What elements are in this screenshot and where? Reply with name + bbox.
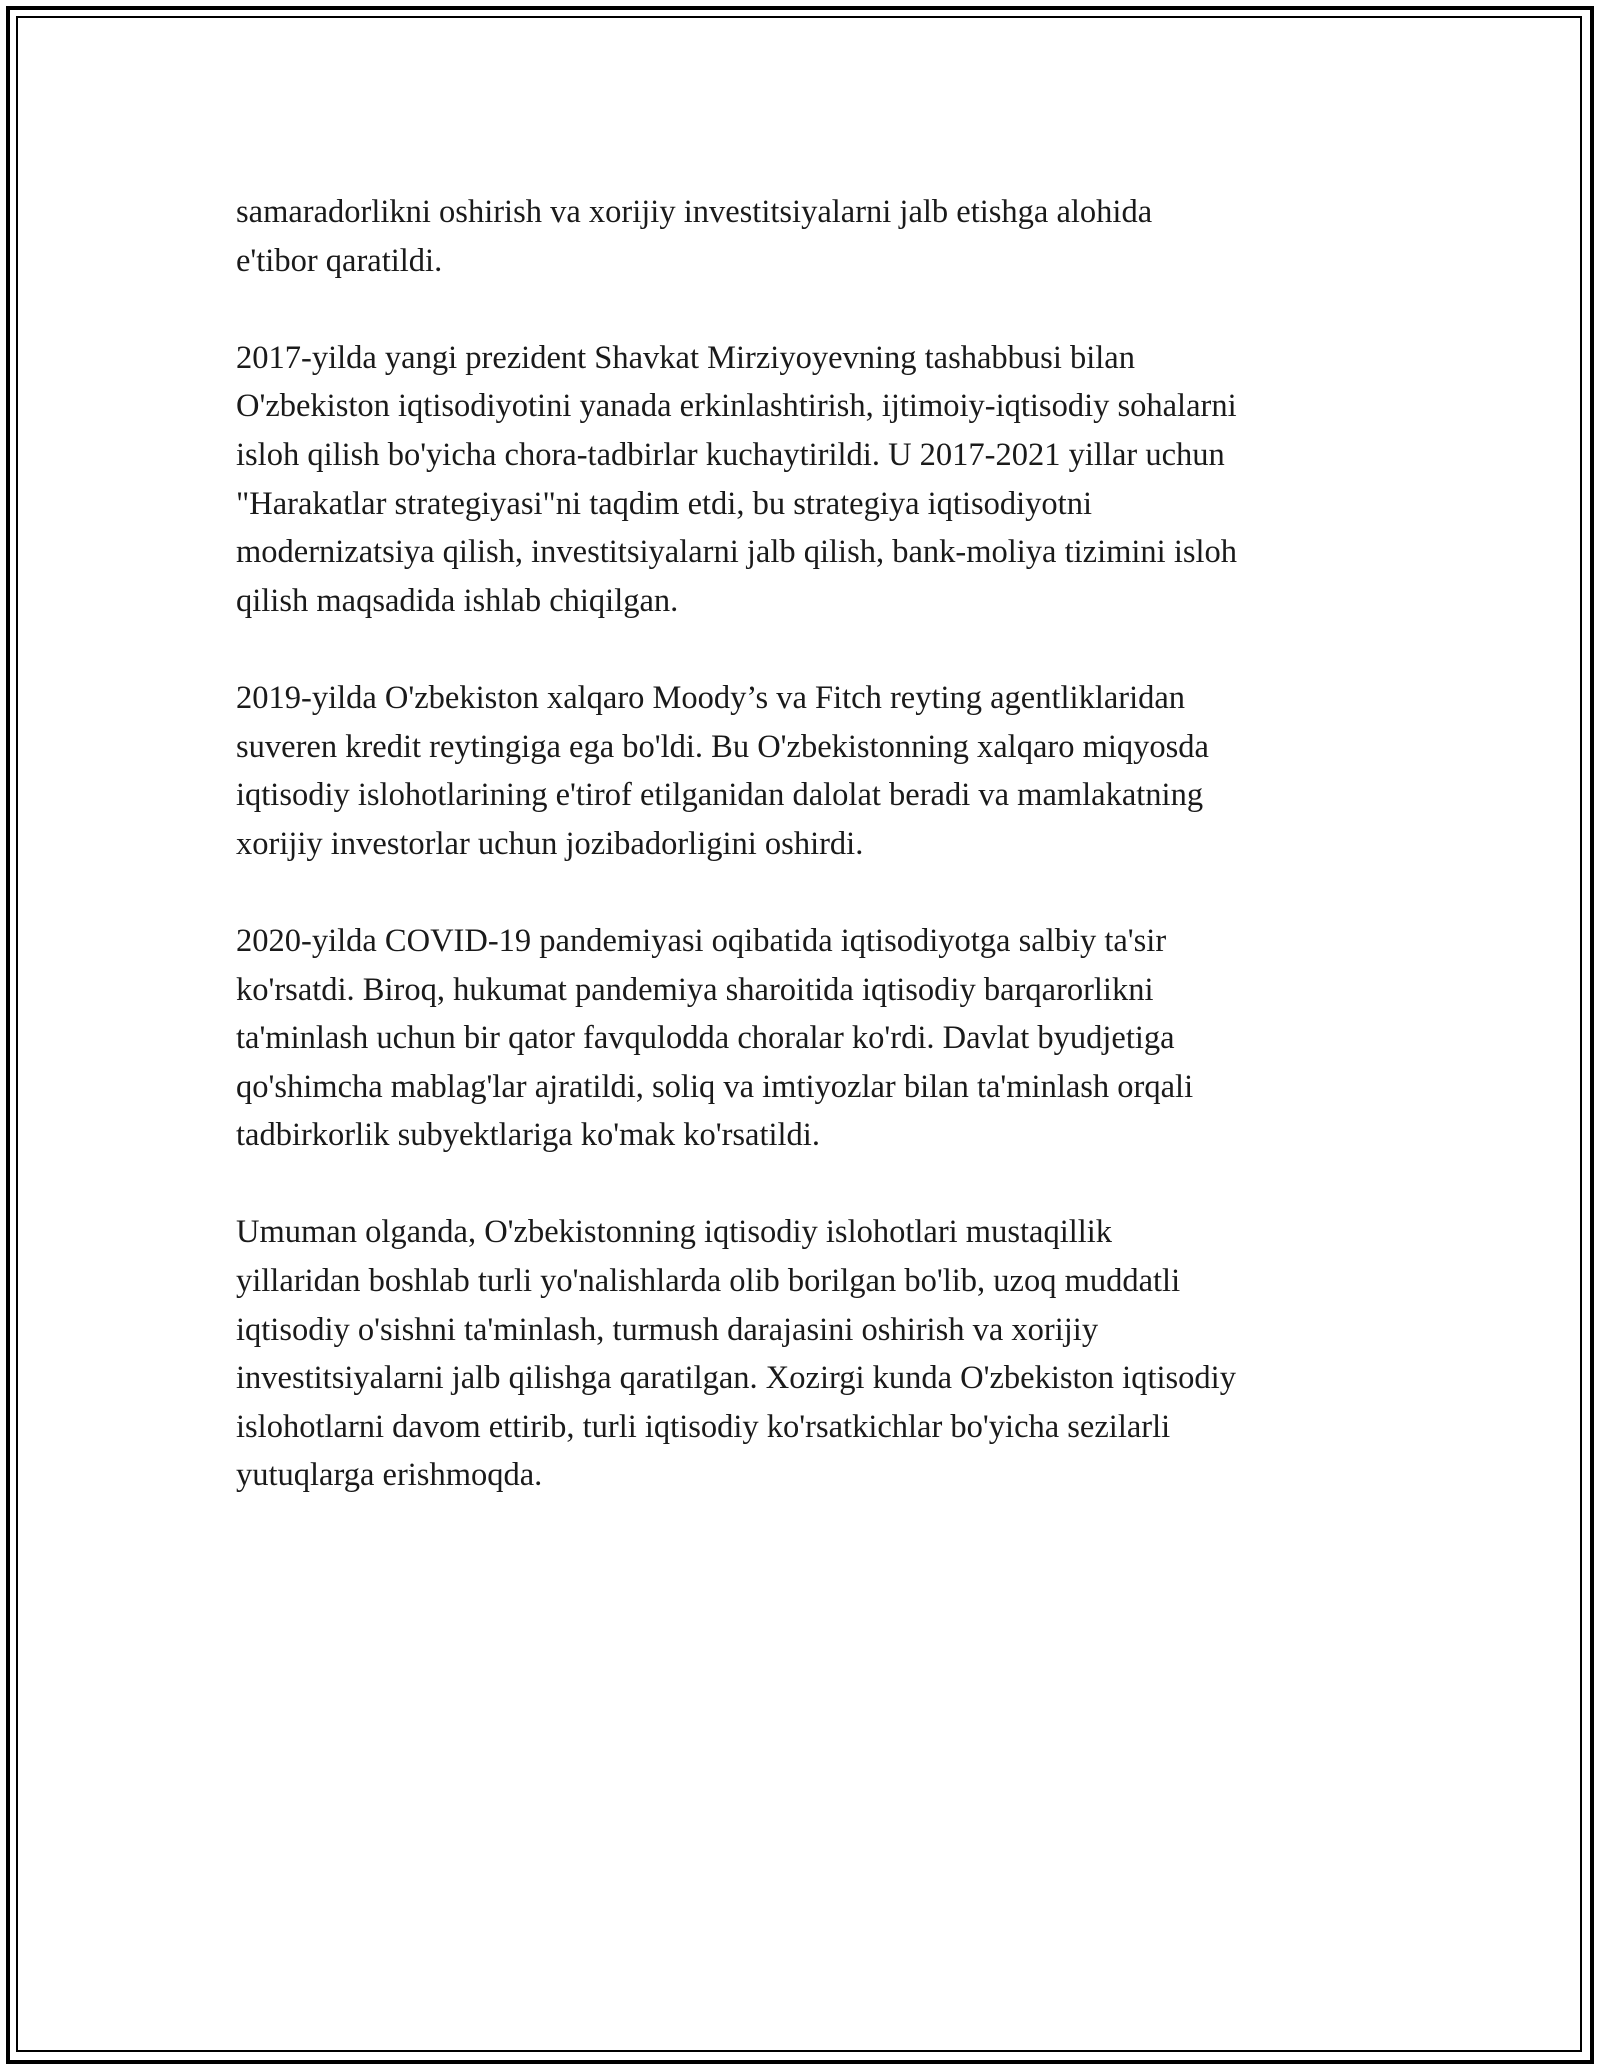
paragraph-2019-credit-rating: 2019-yilda O'zbekiston xalqaro Moody’s va Fitch reyting agentliklaridan suveren kredit reytingiga ega bo'ldi. Bu O'zbekistonning xalqaro miqyosda iqtisodiy islohotlarining e'tirof etilganidan dalolat beradi va mamlakatning xorijiy investorlar uchun jozibadorligini oshirdi. — [236, 679, 1209, 862]
paragraph-2017-reforms: 2017-yilda yangi prezident Shavkat Mirziyoyevning tashabbusi bilan O'zbekiston iqtisodiyotini yanada erkinlashtirish, ijtimoiy-iqtisodiy sohalarni isloh qilish bo'yicha chora-tadbirlar kuchaytirildi. U 2017-2021 yillar uchun "Harakatlar strategiyasi"ni taqdim etdi, bu strategiya iqtisodiyotni modernizatsiya qilish, investitsiyalarni jalb qilish, bank-moliya tizimini isloh qilish maqsadida ishlab chiqilgan. — [236, 339, 1238, 619]
paragraph-2020-covid: 2020-yilda COVID-19 pandemiyasi oqibatida iqtisodiyotga salbiy ta'sir ko'rsatdi. Biroq, hukumat pandemiya sharoitida iqtisodiy barqarorlikni ta'minlash uchun bir qator favqulodda choralar ko'rdi. Davlat byudjetiga qo'shimcha mablag'lar ajratildi, soliq va imtiyozlar bilan ta'minlash orqali tadbirkorlik subyektlariga ko'mak ko'rsatildi. — [236, 922, 1194, 1154]
paragraph-conclusion: Umuman olganda, O'zbekistonning iqtisodiy islohotlari mustaqillik yillaridan boshlab turli yo'nalishlarda olib borilgan bo'lib, uzoq muddatli iqtisodiy o'sishni ta'minlash, turmush darajasini oshirish va xorijiy investitsiyalarni jalb qilishga qaratilgan. Xozirgi kunda O'zbekiston iqtisodiy islohotlarni davom ettirib, turli iqtisodiy ko'rsatkichlar bo'yicha sezilarli yutuqlarga erishmoqda. — [236, 1214, 1236, 1494]
paragraph-investment-focus: samaradorlikni oshirish va xorijiy investitsiyalarni jalb etishga alohida e'tibor qaratildi. — [236, 194, 1153, 279]
document-body — [236, 188, 1376, 1549]
